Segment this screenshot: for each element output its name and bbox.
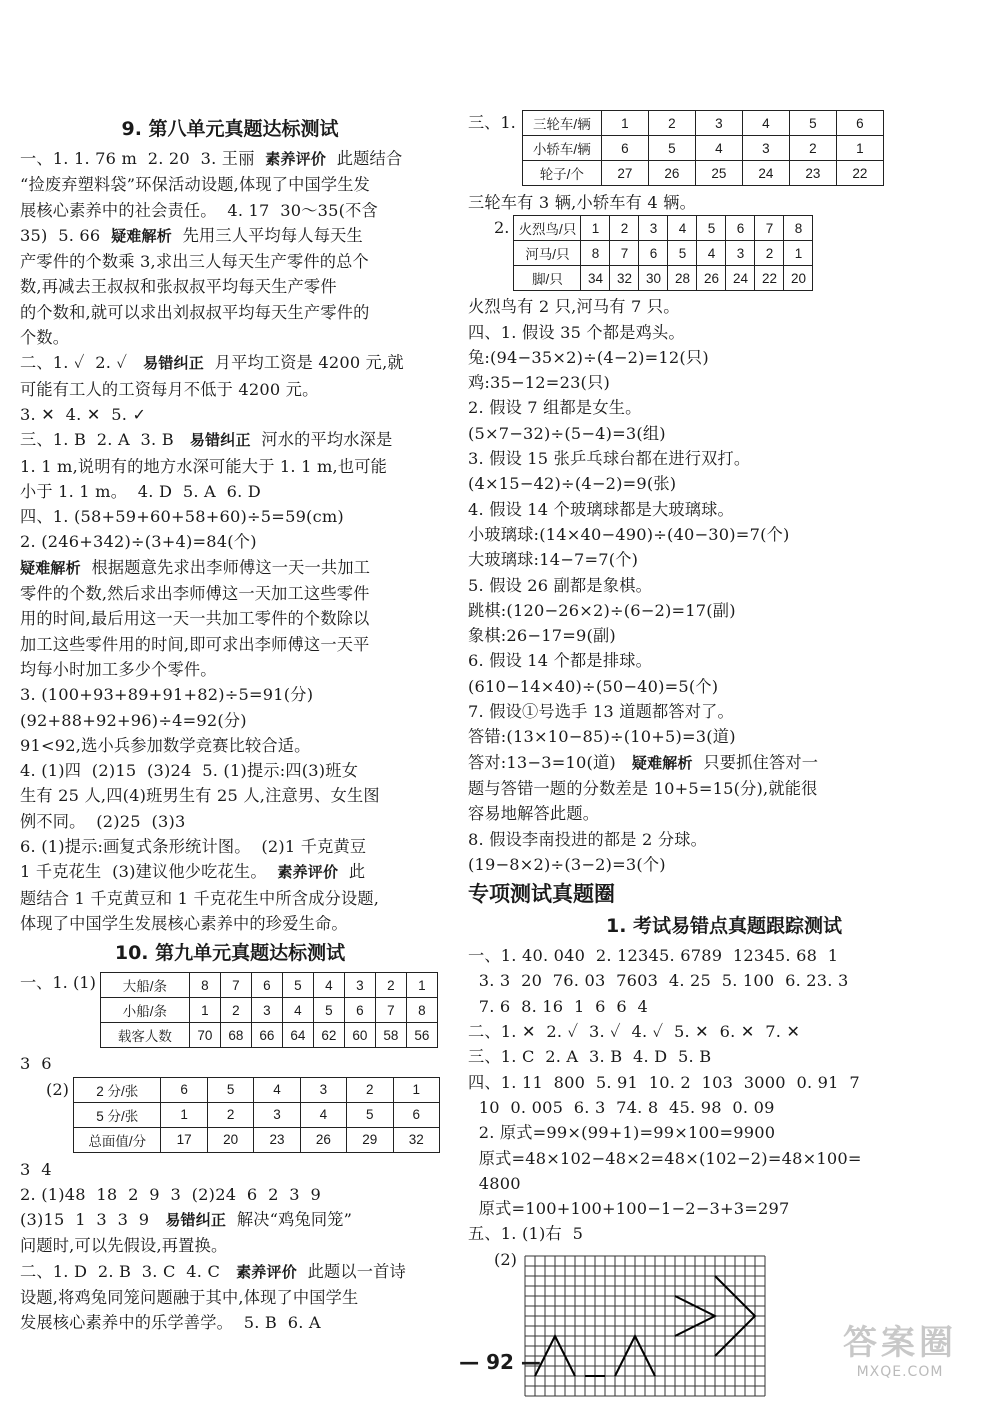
answer-line [20,300,440,325]
answer-line [468,776,980,801]
table1-block [20,970,440,1048]
line-text: 答对:13−3=10(道) [468,752,632,772]
row-header: 小船/条 [100,998,189,1023]
note-tag: 素养评价 [236,1262,297,1281]
table-vehicles [522,110,884,186]
unit9-answers [20,1182,440,1336]
note-tag: 易错纠正 [189,431,251,450]
table-cell: 20 [784,266,813,291]
answer-line [468,1044,980,1069]
table2-answer: 3 4 [20,1159,52,1179]
answer-line [20,783,440,808]
answer-line [20,504,440,529]
table-cell: 22 [836,161,883,186]
line-text: 跳棋:(120−26×2)÷(6−2)=17(副) [468,600,736,620]
line-text: 容易地解答此题。 [468,804,600,824]
note-tag: 疑难解析 [20,558,81,577]
line-text: (92+88+92+96)÷4=92(分) [20,710,247,730]
answer-line [468,968,980,993]
table-cell: 2 [648,111,695,136]
table-row [522,111,883,136]
section-title-mistakes: 1. 考试易错点真题跟踪测试 [605,915,843,938]
table-cell: 3 [639,216,668,241]
table-cell: 26 [697,266,726,291]
table-cell: 6 [601,136,648,161]
line-text: 5. 假设 26 副都是象棋。 [468,575,652,595]
left-column [20,112,440,1336]
answer-line [468,471,980,496]
answer-line [468,547,980,572]
table-cell: 3 [742,136,789,161]
line-text: 题与答错一题的分数差是 10+5=15(分),就能很 [468,778,818,798]
answer-line [468,750,980,776]
answer-line [468,1146,980,1171]
answer-line [468,345,980,370]
line-text: 4. 假设 14 个玻璃球都是大玻璃球。 [468,499,734,519]
line-text: 1. 1 m,说明有的地方水深可能大于 1. 1 m,也可能 [20,456,388,476]
table-cell: 62 [313,1023,344,1048]
table-row [73,1102,439,1127]
line-text: 8. 假设李南投进的都是 2 分球。 [468,829,708,849]
line-text: 4800 [468,1173,521,1193]
table-cell: 32 [393,1127,439,1152]
table-cell: 68 [220,1023,251,1048]
line-text: 五、1. (1)右 5 [468,1224,584,1244]
grid-figure [523,1251,773,1401]
row-header: 载客人数 [100,1023,189,1048]
table-cell: 30 [639,266,668,291]
answer-line [468,623,980,648]
table-cell: 4 [282,998,313,1023]
row-header: 火烈鸟/只 [514,216,581,241]
table-cell: 3 [344,973,375,998]
row-header: 河马/只 [514,241,581,266]
unit-4-answers [468,320,980,878]
table-cell: 2 [755,241,784,266]
table-cell: 60 [344,1023,375,1048]
table-cell: 1 [189,998,220,1023]
line-text: 35) 5. 66 [20,225,112,245]
answer-line [468,598,980,623]
table-cell: 4 [668,216,697,241]
table-row [514,241,813,266]
answer-line [20,733,440,758]
table-row [100,973,437,998]
line-text: (4×15−42)÷(4−2)=9(张) [468,474,677,494]
answer-line [468,648,980,673]
note-tag: 疑难解析 [111,226,172,245]
table-row [522,161,883,186]
table-cell: 6 [836,111,883,136]
answer-line [20,249,440,274]
answer-line [20,402,440,427]
line-text: 问题时,可以先假设,再置换。 [20,1236,228,1256]
table-cell: 1 [601,111,648,136]
answer-line [20,454,440,479]
table-row [100,1023,437,1048]
answer-line [468,1120,980,1145]
table-cell: 5 [668,241,697,266]
line-text: (5×7−32)÷(5−4)=3(组) [468,423,666,443]
line-text: 1 千克花生 (3)建议他少吃花生。 [20,862,278,882]
table-cell: 66 [251,1023,282,1048]
table-cell: 5 [648,136,695,161]
line-text: 河水的平均水深是 [250,430,393,450]
table-cell: 28 [668,266,697,291]
table-cell: 5 [697,216,726,241]
line-text: 一、1. 1. 76 m 2. 20 3. 王丽 [20,149,266,168]
line-text: 小于 1. 1 m。 4. D 5. A 6. D [20,481,261,501]
watermark-main: 答案圈 [843,1323,957,1363]
table-cell: 1 [406,973,437,998]
line-text: 91<92,选小兵参加数学竞赛比较合适。 [20,735,311,755]
answer-line [468,801,980,826]
table1-label: 一、1. (1) [20,973,96,993]
answer-line [20,859,440,885]
line-text: (19−8×2)÷(3−2)=3(个) [468,854,666,874]
line-text: 三、1. B 2. A 3. B [20,430,190,450]
line-text: 3. ✕ 4. ✕ 5. ✓ [20,404,147,424]
answer-line [20,427,440,453]
table-cell: 34 [581,266,610,291]
row-header: 5 分/张 [73,1102,161,1127]
table-cell: 2 [220,998,251,1023]
table-cell: 4 [313,973,344,998]
line-text: 二、1. ✓ 2. ✓ [20,353,144,373]
line-text: 7. 6 8. 16 1 6 6 4 [468,996,649,1016]
table-cell: 4 [697,241,726,266]
row-header: 三轮车/辆 [522,111,601,136]
answer-line [468,852,980,877]
table-stamps [73,1077,440,1153]
table-cell: 6 [161,1077,207,1102]
row-header: 脚/只 [514,266,581,291]
line-text: 四、1. 11 800 5. 91 10. 2 103 3000 0. 91 7 [468,1072,860,1092]
line-text: 二、1. D 2. B 3. C 4. C [20,1261,237,1281]
answer-line [20,1259,440,1285]
line-text: 月平均工资是 4200 元,就 [203,353,404,373]
table-cell: 17 [161,1127,207,1152]
answer-line [20,529,440,554]
table-cell: 70 [189,1023,220,1048]
answer-line [20,198,440,223]
line-text: 产零件的个数乘 3,求出三人每天生产零件的总个 [20,252,369,272]
note-tag: 易错纠正 [143,354,204,373]
answer-line [20,1233,440,1258]
answer-line [468,724,980,749]
line-text: 此题以一首诗 [296,1261,406,1281]
table-cell: 8 [406,998,437,1023]
answer-line [20,1310,440,1335]
answer-line [20,172,440,197]
answer-line [20,325,440,350]
line-text: 数,再减去王叔叔和张叔叔平均每天生产零件 [20,277,337,297]
table-cell: 7 [610,241,639,266]
table-cell: 2 [610,216,639,241]
line-text: 四、1. (58+59+60+58+60)÷5=59(cm) [20,507,344,527]
line-text: 用的时间,最后用这一天一共加工零件的个数除以 [20,609,370,629]
table-row [73,1127,439,1152]
section-title-unit8: 9. 第八单元真题达标测试 [121,118,339,140]
answer-line [468,370,980,395]
answer-line [20,886,440,911]
answer-line [20,758,440,783]
answer-line [20,1285,440,1310]
line-text: 6. 假设 14 个都是排球。 [468,651,652,671]
answer-line [20,606,440,631]
answer-line [20,146,440,172]
table-cell: 8 [581,241,610,266]
table-cell: 56 [406,1023,437,1048]
answer-line [468,1019,980,1044]
table-cell: 29 [347,1127,393,1152]
line-text: 四、1. 假设 35 个都是鸡头。 [468,322,685,342]
watermark-sub: MXQE.COM [856,1364,944,1380]
line-text: 7. 假设①号选手 13 道题都答对了。 [468,702,734,722]
line-text: 答错:(13×10−85)÷(10+5)=3(道) [468,727,736,747]
table4-answer: 火烈鸟有 2 只,河马有 7 只。 [468,297,680,317]
answer-line [20,1182,440,1207]
line-text: 6. (1)提示:画复式条形统计图。 (2)1 千克黄豆 [20,837,367,857]
table-cell: 1 [161,1102,207,1127]
table-cell: 5 [313,998,344,1023]
table-cell: 1 [836,136,883,161]
answer-line [20,479,440,504]
watermark [820,1315,980,1395]
line-text: 解决“鸡兔同笼” [226,1210,353,1230]
line-text: 鸡:35−12=23(只) [468,373,610,393]
answer-line [20,274,440,299]
table-row [522,136,883,161]
line-text: 例不同。 (2)25 (3)3 [20,811,186,831]
answer-line [468,699,980,724]
table4-block [494,215,980,291]
grid-label: (2) [494,1249,517,1269]
table-cell: 26 [648,161,695,186]
answer-line [20,682,440,707]
line-text: 10 0. 005 6. 3 74. 8 45. 98 0. 09 [468,1097,775,1117]
table-row [100,998,437,1023]
table-cell: 6 [639,241,668,266]
answer-line [20,632,440,657]
answer-line [20,911,440,936]
answer-line [20,350,440,376]
table-cell: 4 [300,1102,346,1127]
answer-line [20,708,440,733]
table-cell: 27 [601,161,648,186]
answer-line [468,497,980,522]
line-text: 的个数和,就可以求出刘叔叔平均每天生产零件的 [20,302,370,322]
line-text: 二、1. ✕ 2. ✓ 3. ✓ 4. ✓ 5. ✕ 6. ✕ 7. ✕ [468,1022,801,1042]
line-text: 根据题意先求出李师傅这一天一共加工 [80,557,371,577]
table-row [73,1077,439,1102]
table-cell: 6 [393,1102,439,1127]
table-cell: 25 [695,161,742,186]
line-text: 原式=48×102−48×2=48×(102−2)=48×100= [468,1148,862,1168]
line-text: 3. 假设 15 张乒乓球台都在进行双打。 [468,449,751,469]
table-cell: 7 [755,216,784,241]
answer-line [468,1095,980,1120]
line-text: 此 [338,862,366,882]
line-text: 大玻璃球:14−7=7(个) [468,550,639,570]
answer-line [20,581,440,606]
table-cell: 4 [254,1077,300,1102]
table-cell: 58 [375,1023,406,1048]
table-cell: 2 [207,1102,253,1127]
answer-line [468,320,980,345]
line-text: 个数。 [20,328,70,348]
page-number: — 92 — [459,1350,541,1374]
line-text: 题结合 1 千克黄豆和 1 千克花生中所含成分设题, [20,888,380,908]
table-cell: 4 [742,111,789,136]
answer-line [468,943,980,968]
line-text: 一、1. 40. 040 2. 12345. 6789 12345. 68 1 [468,946,839,966]
table3-label: 三、1. [468,113,516,132]
table-cell: 24 [742,161,789,186]
line-text: 体现了中国学生发展核心素养中的珍爱生命。 [20,913,348,933]
answer-line [20,223,440,249]
table-cell: 26 [300,1127,346,1152]
answer-line [468,522,980,547]
line-text: 零件的个数,然后求出李师傅这一天加工这些零件 [20,584,370,604]
table-animals [513,215,813,291]
table-cell: 3 [300,1077,346,1102]
answer-line [468,827,980,852]
line-text: 发展核心素养中的乐学善学。 5. B 6. A [20,1313,321,1333]
answer-line [468,674,980,699]
right-column [468,110,980,1401]
line-text: 原式=100+100+100−1−2−3+3=297 [468,1199,790,1219]
line-text: 生有 25 人,四(4)班男生有 25 人,注意男、女生图 [20,786,380,806]
row-header: 大船/条 [100,973,189,998]
table-cell: 7 [375,998,406,1023]
line-text: (3)15 1 3 3 9 [20,1210,166,1230]
answer-line [468,1171,980,1196]
answer-line [20,657,440,682]
table-cell: 3 [254,1102,300,1127]
line-text: 先用三人平均每人每天生 [171,225,363,245]
table3-answer: 三轮车有 3 辆,小轿车有 4 辆。 [468,193,696,212]
unit8-answers [20,146,440,936]
line-text: 2. 假设 7 组都是女生。 [468,398,642,418]
table-row [514,216,813,241]
line-text: 只要抓住答对一 [692,752,819,772]
line-text: 3. (100+93+89+91+82)÷5=91(分) [20,685,314,705]
table-cell: 64 [282,1023,313,1048]
table-cell: 4 [695,136,742,161]
line-text: 展核心素养中的社会责任。 4. 17 30～35(不含 [20,200,378,220]
table-cell: 7 [220,973,251,998]
row-header: 总面值/分 [73,1127,161,1152]
note-tag: 素养评价 [277,863,339,882]
table-cell: 23 [789,161,836,186]
table-cell: 6 [251,973,282,998]
table-cell: 3 [726,241,755,266]
table-cell: 2 [375,973,406,998]
table-cell: 24 [726,266,755,291]
table2-block [46,1077,440,1153]
row-header: 2 分/张 [73,1077,161,1102]
table-cell: 1 [581,216,610,241]
table-cell: 1 [393,1077,439,1102]
answer-line [20,1207,440,1233]
table-cell: 32 [610,266,639,291]
table-cell: 6 [344,998,375,1023]
line-text: 小玻璃球:(14×40−490)÷(40−30)=7(个) [468,524,790,544]
line-text: 均每小时加工多少个零件。 [20,659,217,679]
table-cell: 3 [695,111,742,136]
row-header: 轮子/个 [522,161,601,186]
table4-label: 2. [494,218,510,238]
note-tag: 素养评价 [265,150,327,168]
answer-line [468,1070,980,1095]
answer-line [468,573,980,598]
table-cell: 8 [189,973,220,998]
line-text: (610−14×40)÷(50−40)=5(个) [468,676,719,696]
table-cell: 1 [784,241,813,266]
table-cell: 2 [347,1077,393,1102]
answer-line [20,809,440,834]
line-text: 加工这些零件用的时间,即可求出李师傅这一天平 [20,634,370,654]
table-cell: 20 [207,1127,253,1152]
table2-label: (2) [46,1079,69,1099]
answer-line [20,555,440,581]
table-cell: 23 [254,1127,300,1152]
line-text: 2. (246+342)÷(3+4)=84(个) [20,532,257,552]
answer-line [468,1221,980,1246]
section-title-unit9: 10. 第九单元真题达标测试 [114,942,346,965]
line-text: 3. 3 20 76. 03 7603 4. 25 5. 100 6. 23. 3 [468,971,849,991]
line-text: 兔:(94−35×2)÷(4−2)=12(只) [468,347,709,367]
section-heading: 专项测试真题圈 [468,882,615,907]
table3-block [468,110,980,186]
line-text: “捡废弃塑料袋”环保活动设题,体现了中国学生发 [20,175,371,195]
table-cell: 5 [347,1102,393,1127]
answer-line [468,994,980,1019]
table1-answer: 3 6 [20,1054,52,1074]
row-header: 小轿车/辆 [522,136,601,161]
line-text: 4. (1)四 (2)15 (3)24 5. (1)提示:四(3)班女 [20,761,359,781]
answer-line [20,377,440,402]
answer-line [468,446,980,471]
line-text: 设题,将鸡兔同笼问题融于其中,体现了中国学生 [20,1287,359,1307]
note-tag: 易错纠正 [165,1211,227,1230]
table-cell: 5 [282,973,313,998]
answer-line [468,395,980,420]
table-cell: 22 [755,266,784,291]
line-text: 三、1. C 2. A 3. B 4. D 5. B [468,1047,712,1067]
table-cell: 3 [251,998,282,1023]
line-text: 2. 原式=99×(99+1)=99×100=9900 [468,1123,776,1143]
answer-line [468,421,980,446]
table-cell: 8 [784,216,813,241]
line-text: 可能有工人的工资每月不低于 4200 元。 [20,379,319,399]
mistakes-answers [468,943,980,1247]
table-cell: 5 [207,1077,253,1102]
line-text: 此题结合 [326,149,403,168]
line-text: 象棋:26−17=9(副) [468,626,616,646]
note-tag: 疑难解析 [631,753,693,772]
table-cell: 6 [726,216,755,241]
table-cell: 5 [789,111,836,136]
line-text: 2. (1)48 18 2 9 3 (2)24 6 2 3 9 [20,1184,321,1204]
table-boats [100,972,438,1048]
answer-line [468,1196,980,1221]
table-cell: 2 [789,136,836,161]
table-row [514,266,813,291]
answer-line [20,834,440,859]
